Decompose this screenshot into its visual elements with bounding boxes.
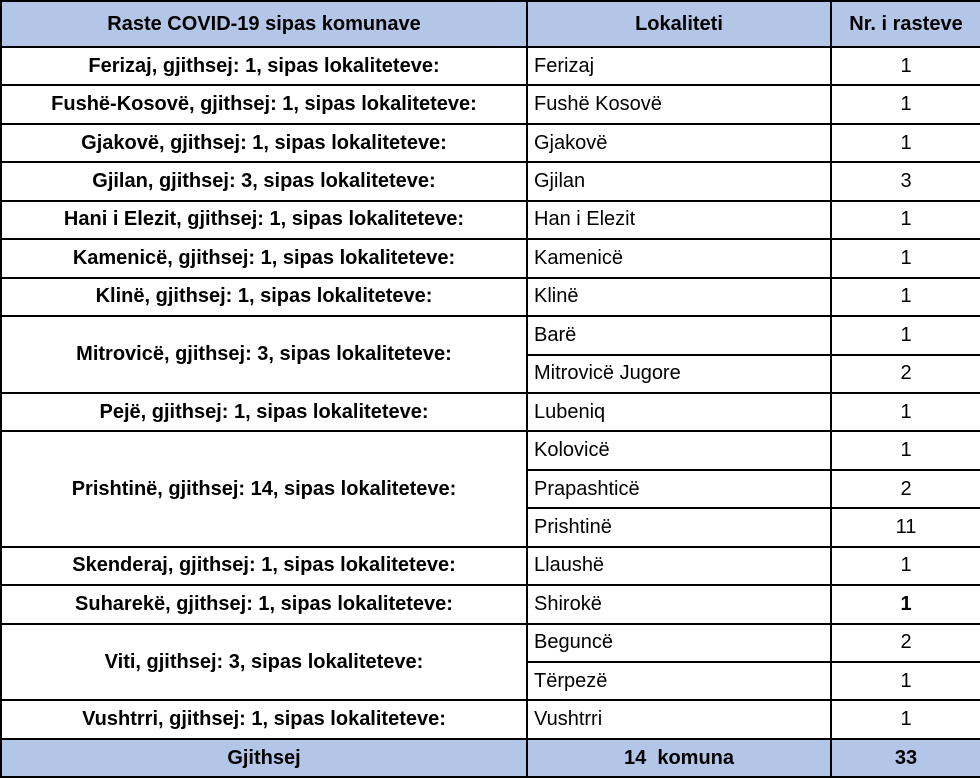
municipality-cell: Prishtinë, gjithsej: 14, sipas lokaliteteve: xyxy=(1,431,527,546)
cases-cell: 1 xyxy=(831,278,980,316)
table-row xyxy=(1,431,980,469)
municipality-cell: Klinë, gjithsej: 1, sipas lokaliteteve: xyxy=(1,278,527,316)
municipality-cell: Skenderaj, gjithsej: 1, sipas lokaliteteve: xyxy=(1,547,527,585)
table-row xyxy=(1,585,980,623)
municipality-cell: Gjilan, gjithsej: 3, sipas lokaliteteve: xyxy=(1,162,527,200)
locality-cell: Shirokë xyxy=(527,585,831,623)
municipality-cell: Pejë, gjithsej: 1, sipas lokaliteteve: xyxy=(1,393,527,431)
cases-cell: 1 xyxy=(831,393,980,431)
cases-cell: 1 xyxy=(831,700,980,739)
locality-cell: Vushtrri xyxy=(527,700,831,739)
cases-cell: 1 xyxy=(831,547,980,585)
cases-cell: 1 xyxy=(831,85,980,123)
table-row xyxy=(1,201,980,239)
cases-cell: 11 xyxy=(831,508,980,546)
table-row xyxy=(1,393,980,431)
cases-cell: 1 xyxy=(831,124,980,162)
header-locality: Lokaliteti xyxy=(527,1,831,47)
table-row xyxy=(1,47,980,85)
locality-cell: Kamenicë xyxy=(527,239,831,277)
locality-cell: Klinë xyxy=(527,278,831,316)
header-cases: Nr. i rasteve xyxy=(831,1,980,47)
footer-label: Gjithsej xyxy=(1,739,527,777)
footer-row xyxy=(1,739,980,777)
locality-cell: Han i Elezit xyxy=(527,201,831,239)
municipality-cell: Hani i Elezit, gjithsej: 1, sipas lokaliteteve: xyxy=(1,201,527,239)
cases-cell: 3 xyxy=(831,162,980,200)
cases-cell: 2 xyxy=(831,470,980,508)
table-row xyxy=(1,162,980,200)
locality-cell: Lubeniq xyxy=(527,393,831,431)
table-row xyxy=(1,278,980,316)
locality-cell: Ferizaj xyxy=(527,47,831,85)
cases-cell: 1 xyxy=(831,201,980,239)
header-row xyxy=(1,1,980,47)
locality-cell: Kolovicë xyxy=(527,431,831,469)
cases-cell: 2 xyxy=(831,624,980,662)
cases-cell: 1 xyxy=(831,662,980,700)
cases-cell: 2 xyxy=(831,355,980,393)
table-row xyxy=(1,700,980,739)
table-body xyxy=(1,47,980,739)
locality-cell: Barë xyxy=(527,316,831,354)
municipality-cell: Ferizaj, gjithsej: 1, sipas lokaliteteve: xyxy=(1,47,527,85)
municipality-cell: Kamenicë, gjithsej: 1, sipas lokaliteteve: xyxy=(1,239,527,277)
footer-total: 33 xyxy=(831,739,980,777)
municipality-cell: Gjakovë, gjithsej: 1, sipas lokaliteteve: xyxy=(1,124,527,162)
cases-cell: 1 xyxy=(831,316,980,354)
table-row xyxy=(1,316,980,354)
locality-cell: Llaushë xyxy=(527,547,831,585)
locality-cell: Prapashticë xyxy=(527,470,831,508)
header-municipality: Raste COVID-19 sipas komunave xyxy=(1,1,527,47)
table-row xyxy=(1,85,980,123)
locality-cell: Beguncë xyxy=(527,624,831,662)
municipality-cell: Viti, gjithsej: 3, sipas lokaliteteve: xyxy=(1,624,527,701)
locality-cell: Tërpezë xyxy=(527,662,831,700)
locality-cell: Gjakovë xyxy=(527,124,831,162)
locality-cell: Fushë Kosovë xyxy=(527,85,831,123)
municipality-cell: Suharekë, gjithsej: 1, sipas lokaliteteve: xyxy=(1,585,527,623)
locality-cell: Prishtinë xyxy=(527,508,831,546)
footer-municipality-count: 14 komuna xyxy=(527,739,831,777)
cases-cell: 1 xyxy=(831,239,980,277)
table-row xyxy=(1,124,980,162)
municipality-cell: Mitrovicë, gjithsej: 3, sipas lokaliteteve: xyxy=(1,316,527,393)
cases-cell: 1 xyxy=(831,585,980,623)
municipality-cell: Fushë-Kosovë, gjithsej: 1, sipas lokaliteteve: xyxy=(1,85,527,123)
table-row xyxy=(1,547,980,585)
cases-cell: 1 xyxy=(831,47,980,85)
locality-cell: Mitrovicë Jugore xyxy=(527,355,831,393)
municipality-cell: Vushtrri, gjithsej: 1, sipas lokaliteteve: xyxy=(1,700,527,739)
cases-cell: 1 xyxy=(831,431,980,469)
table-row xyxy=(1,239,980,277)
locality-cell: Gjilan xyxy=(527,162,831,200)
table-row xyxy=(1,624,980,662)
